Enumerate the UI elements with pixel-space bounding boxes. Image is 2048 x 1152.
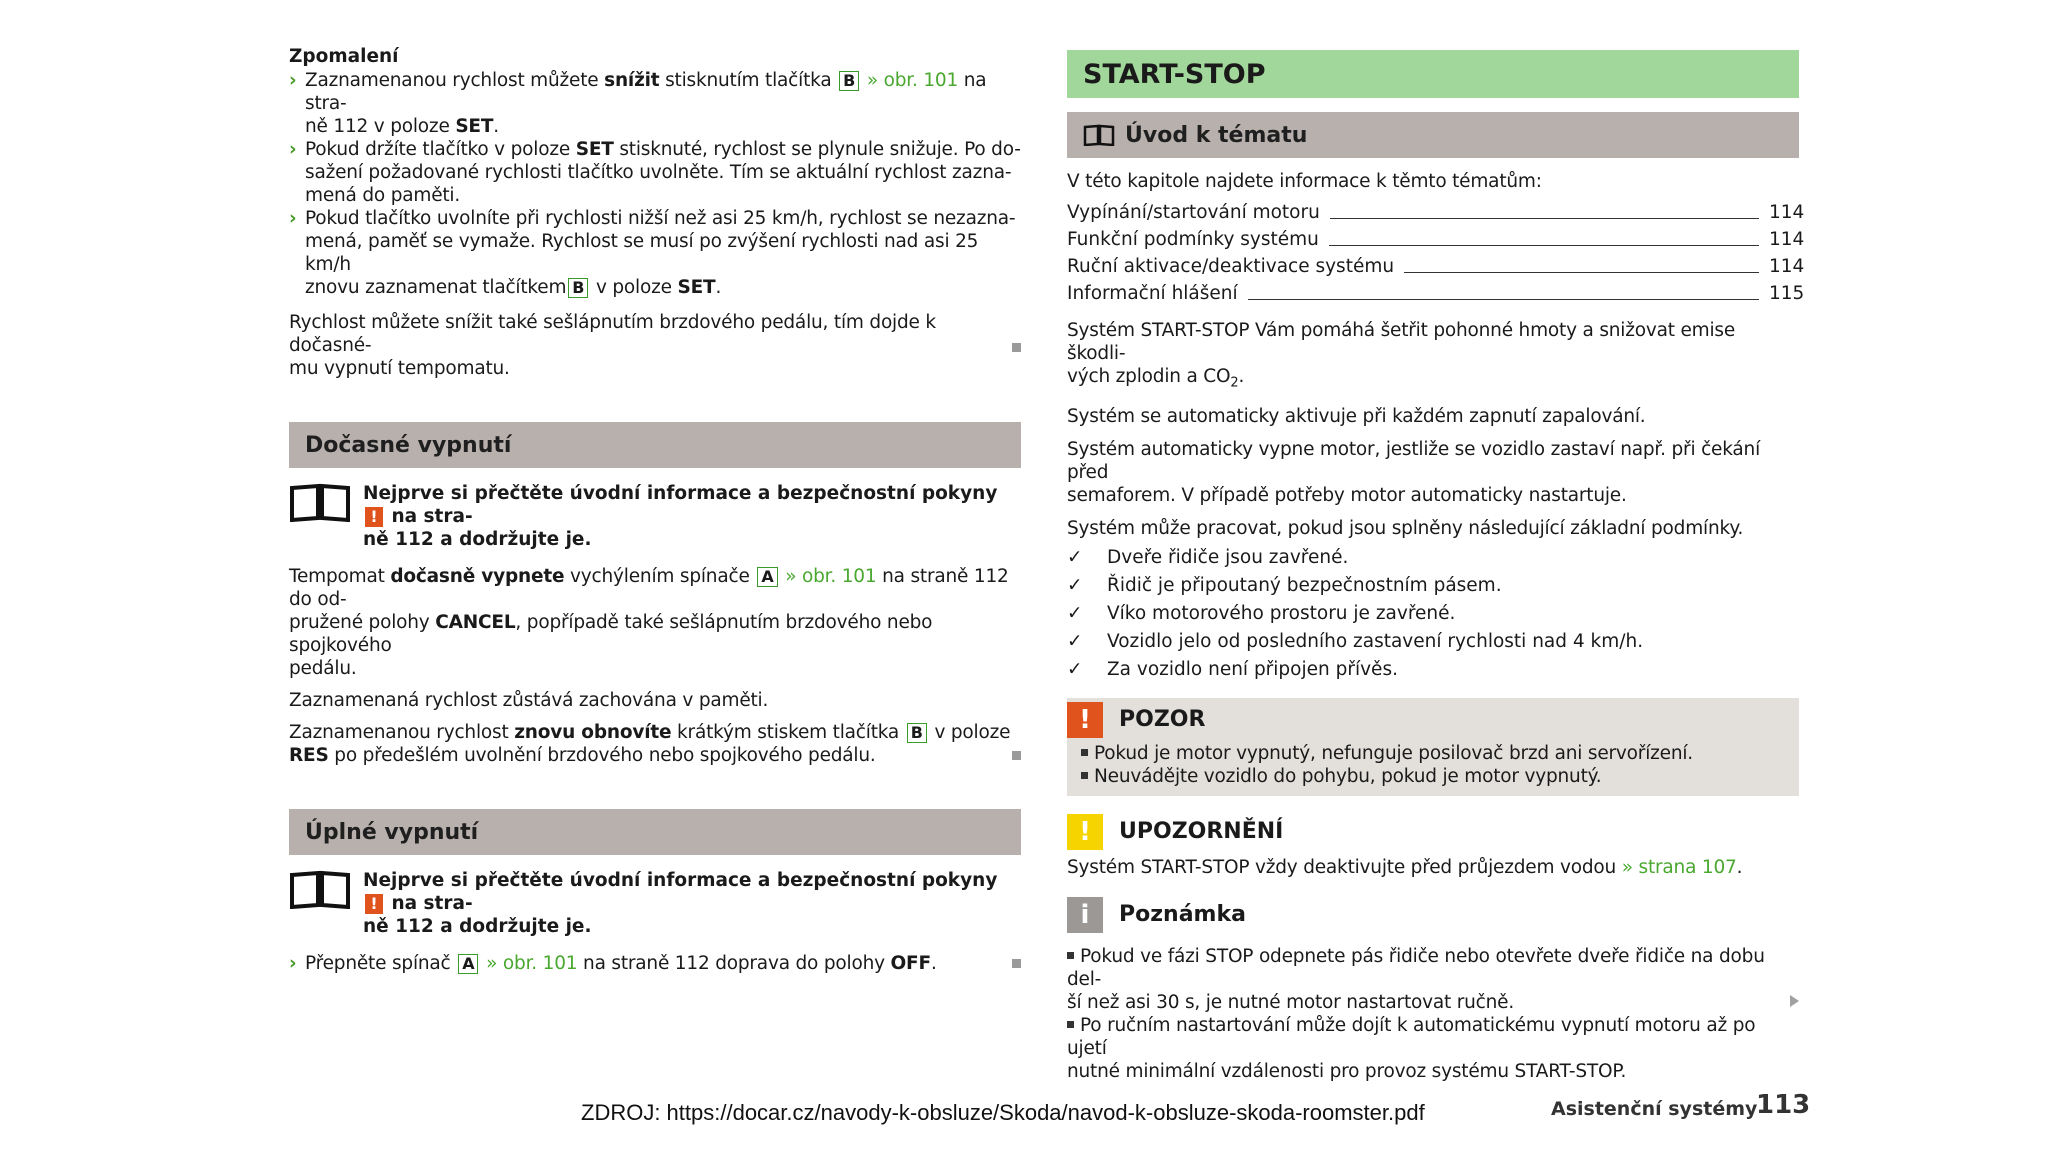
- chevron-right-icon: ›: [289, 953, 297, 974]
- key-b-icon: B: [907, 723, 927, 743]
- list-item: Pokud je motor vypnutý, nefunguje posilovač brzd ani servořízení.: [1067, 742, 1799, 765]
- section-end-marker-icon: [1012, 751, 1021, 760]
- key-b-icon: B: [839, 71, 859, 91]
- list-item: › Pokud tlačítko uvolníte při rychlosti nižší než asi 25 km/h, rychlost se nezazna- mená, paměť se vymaže. Rychlost se musí po zvýšení rychlosti nad asi 25 km/h znovu zaznamenat tlačítkem B v poloze SET.: [289, 208, 1016, 298]
- paragraph: Zaznamenaná rychlost zůstává zachována v paměti.: [289, 690, 769, 711]
- figure-link[interactable]: » obr. 101: [866, 70, 959, 91]
- section-title-docasne: Dočasné vypnutí: [289, 422, 1021, 468]
- continue-arrow-icon: [1790, 995, 1799, 1007]
- section-title-uvod: [1067, 112, 1799, 158]
- list-item: Neuvádějte vozidlo do pohybu, pokud je motor vypnutý.: [1067, 765, 1799, 788]
- source-citation: ZDROJ: https://docar.cz/navody-k-obsluze/Skoda/navod-k-obsluze-skoda-roomster.pdf: [581, 1100, 1425, 1125]
- book-icon: [289, 869, 351, 909]
- toc-list: [1067, 199, 1805, 307]
- chevron-right-icon: ›: [289, 70, 297, 91]
- check-icon: ✓: [1067, 630, 1083, 652]
- list-item: › Přepněte spínač A » obr. 101 na straně 112 doprava do polohy OFF.: [289, 953, 937, 974]
- notice-header: [1067, 810, 1799, 854]
- toc-entry[interactable]: Informační hlášení 115: [1067, 283, 1805, 304]
- conditions-list: [1067, 544, 1799, 684]
- key-a-icon: A: [458, 954, 478, 974]
- check-icon: ✓: [1067, 546, 1083, 568]
- section-end-marker-icon: [1012, 343, 1021, 352]
- footer-section-name: Asistenční systémy: [1551, 1098, 1758, 1120]
- toc-entry[interactable]: Ruční aktivace/deaktivace systému 114: [1067, 256, 1805, 277]
- paragraph: Rychlost můžete snížit také sešlápnutím brzdového pedálu, tím dojde k dočasné- mu vypnutí tempomatu.: [289, 312, 936, 379]
- read-first-note: Nejprve si přečtěte úvodní informace a bezpečnostní pokyny ! na stra- ně 112 a dodržujte je.: [289, 869, 1021, 938]
- section-end-marker-icon: [1012, 959, 1021, 968]
- check-icon: ✓: [1067, 602, 1083, 624]
- paragraph: Systém může pracovat, pokud jsou splněny následující základní podmínky.: [1067, 517, 1744, 539]
- book-icon: [1083, 124, 1115, 146]
- note-header: [1067, 893, 1799, 937]
- page-link[interactable]: » strana 107: [1621, 856, 1737, 878]
- heading-zpomaleni: Zpomalení: [289, 46, 399, 67]
- note-title: Poznámka: [1119, 902, 1246, 928]
- read-first-note: Nejprve si přečtěte úvodní informace a bezpečnostní pokyny ! na stra- ně 112 a dodržujte je.: [289, 482, 1021, 551]
- page-number: 113: [1756, 1090, 1811, 1120]
- list-item: ✓ Řidič je připoutaný bezpečnostním pásem.: [1067, 572, 1799, 600]
- warning-icon: !: [365, 894, 383, 914]
- paragraph: Systém se automaticky aktivuje při každém zapnutí zapalování.: [1067, 405, 1646, 427]
- warning-icon: !: [365, 507, 383, 527]
- info-icon: i: [1067, 897, 1103, 933]
- paragraph: Systém START-STOP Vám pomáhá šetřit pohonné hmoty a snižovat emise škodli- vých zplodin a $CO_2$.: [1067, 320, 1736, 391]
- right-column: [1067, 50, 1805, 1083]
- book-icon: [289, 482, 351, 522]
- list-item: › Pokud držíte tlačítko v poloze SET stisknuté, rychlost se plynule snižuje. Po do- sažení požadované rychlosti tlačítko uvolněte. Tím se aktuální rychlost zazna- mená do paměti.: [289, 139, 1021, 206]
- caution-title: POZOR: [1119, 707, 1206, 733]
- paragraph: Pokud ve fázi STOP odepnete pás řidiče nebo otevřete dveře řidiče na dobu del- ší než asi 30 s, je nutné motor nastartovat ručně. Po ručním nastartování může dojít k automatickému vypnutí motoru až po ujetí nutné minimální vzdálenosti pro provoz systému START-STOP.: [1067, 945, 1765, 1082]
- key-a-icon: A: [757, 567, 777, 587]
- intro-title: Úvod k tématu: [1125, 122, 1308, 148]
- paragraph: Tempomat dočasně vypnete vychýlením spínače A » obr. 101 na straně 112 do od- pružené polohy CANCEL, popřípadě také sešlápnutím brzdového nebo spojkového pedálu.: [289, 566, 1009, 679]
- chapter-title: START-STOP: [1067, 50, 1799, 98]
- toc-entry[interactable]: Funkční podmínky systému 114: [1067, 229, 1805, 250]
- list-item: ✓ Víko motorového prostoru je zavřené.: [1067, 600, 1799, 628]
- paragraph: Zaznamenanou rychlost znovu obnovíte krátkým stiskem tlačítka B v poloze RES po předešlém uvolnění brzdového nebo spojkového pedálu.: [289, 722, 1011, 766]
- left-column: [289, 46, 1021, 975]
- figure-link[interactable]: » obr. 101: [785, 566, 877, 587]
- notice-title: UPOZORNĚNÍ: [1119, 819, 1284, 845]
- paragraph: Systém automaticky vypne motor, jestliže se vozidlo zastaví např. při čekání před semaforem. V případě potřeby motor automaticky nastartuje.: [1067, 438, 1761, 506]
- warning-icon: !: [1067, 702, 1103, 738]
- key-b-icon: B: [568, 278, 588, 298]
- toc-lead: V této kapitole najdete informace k těmto tématům:: [1067, 171, 1542, 192]
- notice-icon: !: [1067, 814, 1103, 850]
- section-title-uplne: Úplné vypnutí: [289, 809, 1021, 855]
- check-icon: ✓: [1067, 658, 1083, 680]
- chevron-right-icon: ›: [289, 139, 297, 160]
- caution-box: [1067, 698, 1799, 796]
- figure-link[interactable]: » obr. 101: [486, 953, 578, 974]
- list-item: › Zaznamenanou rychlost můžete snížit stisknutím tlačítka B » obr. 101 na stra- ně 112 v poloze SET.: [289, 70, 987, 137]
- check-icon: ✓: [1067, 574, 1083, 596]
- list-item: ✓ Vozidlo jelo od posledního zastavení rychlosti nad 4 km/h.: [1067, 628, 1799, 656]
- toc-entry[interactable]: Vypínání/startování motoru 114: [1067, 202, 1805, 223]
- list-item: ✓ Dveře řidiče jsou zavřené.: [1067, 544, 1799, 572]
- list-item: ✓ Za vozidlo není připojen přívěs.: [1067, 656, 1799, 684]
- chevron-right-icon: ›: [289, 208, 297, 229]
- paragraph: Systém START-STOP vždy deaktivujte před průjezdem vodou » strana 107.: [1067, 856, 1743, 878]
